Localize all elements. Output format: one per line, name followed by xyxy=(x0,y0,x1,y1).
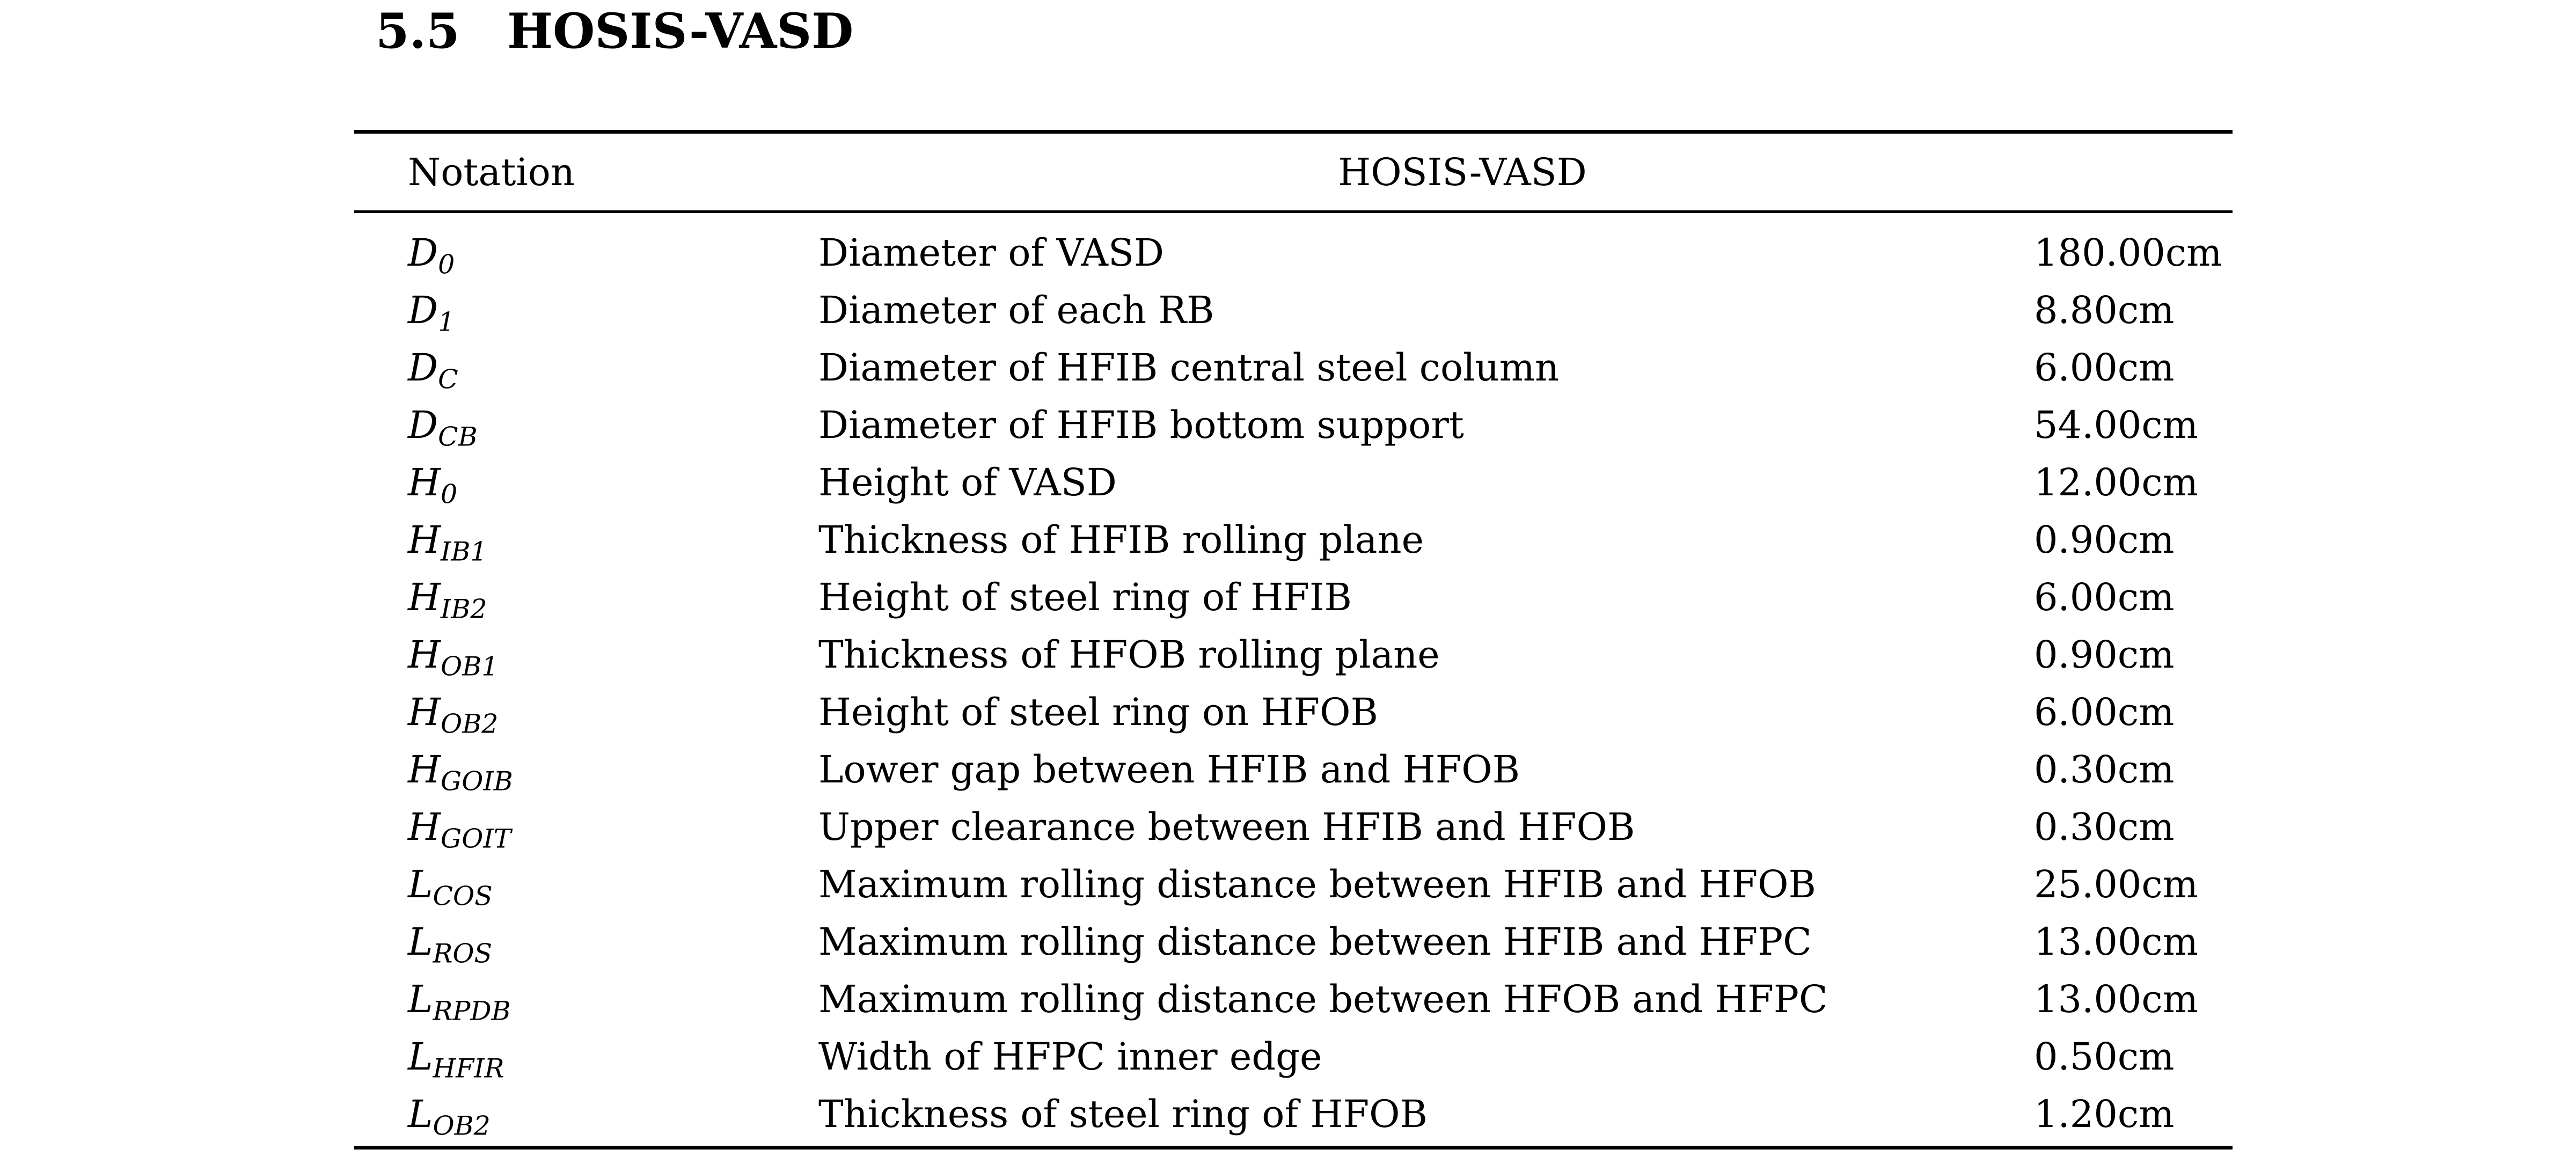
value-cell: 13.00cm xyxy=(2034,920,2198,964)
table-header-row xyxy=(354,144,2233,201)
notation-symbol: L xyxy=(408,977,433,1021)
value-cell: 0.90cm xyxy=(2034,518,2175,562)
notation-symbol: H xyxy=(408,460,441,504)
description-cell: Diameter of HFIB central steel column xyxy=(818,346,1560,390)
table-row xyxy=(354,799,2233,856)
description-cell: Maximum rolling distance between HFOB and HFPC xyxy=(818,977,1828,1021)
description-cell: Height of VASD xyxy=(818,460,1117,504)
description-cell: Lower gap between HFIB and HFOB xyxy=(818,748,1520,792)
notation-cell xyxy=(408,799,511,856)
value-cell: 54.00cm xyxy=(2034,403,2198,447)
notation-subscript: OB1 xyxy=(441,651,499,682)
table-row xyxy=(354,397,2233,454)
notation-symbol: D xyxy=(408,346,438,390)
value-cell: 180.00cm xyxy=(2034,231,2222,275)
notation-cell xyxy=(408,741,513,799)
notation-subscript: IB1 xyxy=(441,536,487,567)
notation-cell xyxy=(408,626,498,684)
section-title: HOSIS-VASD xyxy=(507,2,854,60)
notation-symbol: L xyxy=(408,1035,433,1079)
notation-symbol: L xyxy=(408,1092,433,1136)
notation-symbol: L xyxy=(408,862,433,906)
value-cell: 0.30cm xyxy=(2034,805,2175,849)
notation-subscript: COS xyxy=(433,881,493,912)
description-cell: Maximum rolling distance between HFIB and HFOB xyxy=(818,862,1816,906)
table-row xyxy=(354,1028,2233,1086)
description-cell: Diameter of VASD xyxy=(818,231,1165,275)
notation-symbol: H xyxy=(408,805,441,849)
value-cell: 25.00cm xyxy=(2034,862,2198,906)
table-row xyxy=(354,626,2233,684)
header-notation: Notation xyxy=(408,150,575,194)
header-hosis-vasd: HOSIS-VASD xyxy=(1338,150,1587,194)
notation-cell xyxy=(408,856,493,913)
notation-symbol: D xyxy=(408,403,438,447)
notation-subscript: OB2 xyxy=(433,1110,491,1141)
value-cell: 0.50cm xyxy=(2034,1035,2175,1079)
table-row xyxy=(354,339,2233,397)
value-cell: 6.00cm xyxy=(2034,346,2175,390)
notation-subscript: IB2 xyxy=(441,594,487,625)
table-row xyxy=(354,511,2233,569)
table-top-rule xyxy=(354,130,2233,134)
description-cell: Upper clearance between HFIB and HFOB xyxy=(818,805,1635,849)
table-row xyxy=(354,282,2233,339)
value-cell: 0.90cm xyxy=(2034,633,2175,677)
table-row xyxy=(354,1086,2233,1143)
table-row xyxy=(354,569,2233,626)
description-cell: Maximum rolling distance between HFIB and HFPC xyxy=(818,920,1812,964)
notation-cell xyxy=(408,454,457,511)
value-cell: 0.30cm xyxy=(2034,748,2175,792)
value-cell: 6.00cm xyxy=(2034,575,2175,619)
notation-cell xyxy=(408,971,511,1028)
notation-subscript: ROS xyxy=(433,938,493,969)
description-cell: Thickness of HFOB rolling plane xyxy=(818,633,1440,677)
description-cell: Width of HFPC inner edge xyxy=(818,1035,1322,1079)
notation-symbol: L xyxy=(408,920,433,964)
notation-cell xyxy=(408,397,478,454)
notation-cell xyxy=(408,684,498,741)
notation-subscript: GOIB xyxy=(441,766,513,797)
description-cell: Height of steel ring on HFOB xyxy=(818,690,1378,734)
notation-subscript: RPDB xyxy=(433,995,511,1027)
value-cell: 1.20cm xyxy=(2034,1092,2175,1136)
notation-symbol: D xyxy=(408,288,438,332)
notation-cell xyxy=(408,339,458,397)
notation-cell xyxy=(408,511,487,569)
notation-subscript: CB xyxy=(438,421,478,452)
table-header-rule xyxy=(354,210,2233,213)
notation-symbol: H xyxy=(408,633,441,677)
notation-cell xyxy=(408,1028,504,1086)
table-row xyxy=(354,224,2233,282)
notation-cell xyxy=(408,224,455,282)
notation-cell xyxy=(408,1086,491,1143)
notation-subscript: HFIR xyxy=(433,1053,504,1084)
notation-subscript: OB2 xyxy=(441,708,499,740)
description-cell: Height of steel ring of HFIB xyxy=(818,575,1352,619)
notation-subscript: 0 xyxy=(441,479,458,510)
notation-subscript: GOIT xyxy=(441,823,511,854)
value-cell: 6.00cm xyxy=(2034,690,2175,734)
table-row xyxy=(354,913,2233,971)
table-row xyxy=(354,971,2233,1028)
section-heading xyxy=(376,0,853,62)
notation-cell xyxy=(408,282,455,339)
notation-symbol: H xyxy=(408,575,441,619)
notation-symbol: D xyxy=(408,231,438,275)
value-cell: 8.80cm xyxy=(2034,288,2175,332)
notation-symbol: H xyxy=(408,690,441,734)
notation-cell xyxy=(408,569,487,626)
notation-symbol: H xyxy=(408,748,441,792)
table-row xyxy=(354,684,2233,741)
notation-subscript: 0 xyxy=(438,249,455,280)
table-row xyxy=(354,741,2233,799)
description-cell: Diameter of each RB xyxy=(818,288,1214,332)
notation-symbol: H xyxy=(408,518,441,562)
description-cell: Diameter of HFIB bottom support xyxy=(818,403,1464,447)
notation-subscript: C xyxy=(438,364,458,395)
description-cell: Thickness of HFIB rolling plane xyxy=(818,518,1424,562)
table-row xyxy=(354,454,2233,511)
table-bottom-rule xyxy=(354,1146,2233,1150)
value-cell: 13.00cm xyxy=(2034,977,2198,1021)
value-cell: 12.00cm xyxy=(2034,460,2198,504)
table-row xyxy=(354,856,2233,913)
description-cell: Thickness of steel ring of HFOB xyxy=(818,1092,1428,1136)
notation-subscript: 1 xyxy=(438,306,455,338)
notation-cell xyxy=(408,913,492,971)
section-number: 5.5 xyxy=(376,2,460,60)
